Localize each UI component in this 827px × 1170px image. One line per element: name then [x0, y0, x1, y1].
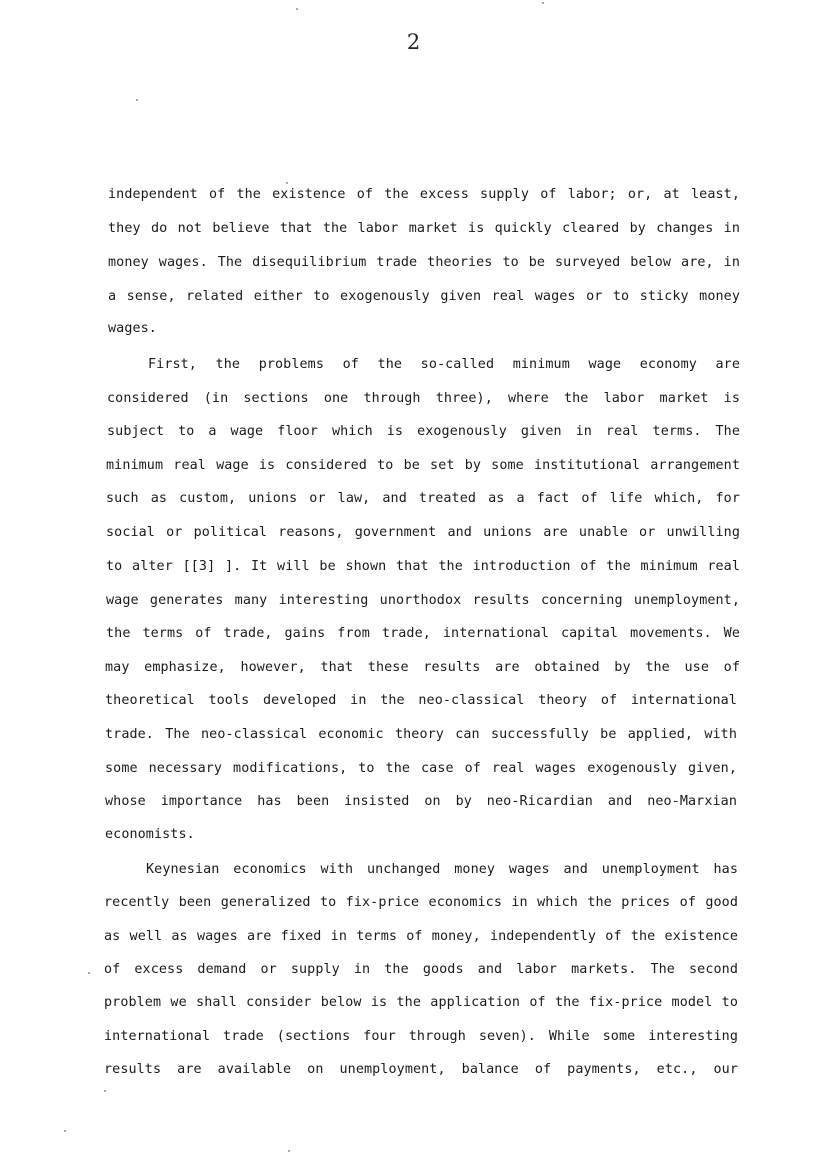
scan-speck: [542, 2, 544, 4]
text-line: considered (in sections one through three), where the labor market is: [107, 391, 740, 406]
text-line: independent of the existence of the excess supply of labor; or, at least,: [108, 187, 740, 202]
text-line: such as custom, unions or law, and treated as a fact of life which, for: [106, 491, 740, 506]
text-line: to alter [[3] ]. It will be shown that the introduction of the minimum real: [106, 559, 740, 574]
text-line: recently been generalized to fix-price economics in which the prices of good: [104, 895, 738, 910]
scan-speck: [88, 972, 90, 974]
text-line: the terms of trade, gains from trade, international capital movements. We: [106, 626, 740, 641]
text-line: Keynesian economics with unchanged money wages and unemployment has: [146, 862, 738, 877]
text-line: theoretical tools developed in the neo-classical theory of international: [105, 693, 737, 708]
text-line: whose importance has been insisted on by neo-Ricardian and neo-Marxian: [105, 794, 737, 809]
scan-speck: [288, 1150, 290, 1152]
page-number: 2: [406, 30, 421, 54]
text-line: some necessary modifications, to the case of real wages exogenously given,: [105, 761, 737, 776]
text-line: may emphasize, however, that these results are obtained by the use of: [105, 660, 740, 675]
text-line: results are available on unemployment, balance of payments, etc., our: [104, 1062, 738, 1077]
text-line: economists.: [105, 827, 195, 842]
text-line: trade. The neo-classical economic theory can successfully be applied, with: [105, 727, 737, 742]
text-line: problem we shall consider below is the application of the fix-price model to: [104, 995, 738, 1010]
text-line: money wages. The disequilibrium trade theories to be surveyed below are, in: [108, 255, 740, 270]
text-line: international trade (sections four through seven). While some interesting: [104, 1029, 738, 1044]
scan-speck: [296, 8, 298, 10]
text-line: First, the problems of the so-called minimum wage economy are: [148, 357, 740, 372]
text-line: they do not believe that the labor market is quickly cleared by changes in: [108, 221, 740, 236]
scan-speck: [136, 99, 138, 101]
text-line: a sense, related either to exogenously given real wages or to sticky money: [108, 289, 740, 304]
text-line: subject to a wage floor which is exogenously given in real terms. The: [107, 424, 740, 439]
text-line: social or political reasons, government and unions are unable or unwilling: [106, 525, 740, 540]
scan-speck: [64, 1130, 66, 1132]
scan-speck: [104, 1090, 106, 1092]
text-line: as well as wages are fixed in terms of money, independently of the existence: [104, 929, 738, 944]
text-line: of excess demand or supply in the goods and labor markets. The second: [104, 962, 738, 977]
scan-speck: [286, 182, 288, 184]
text-line: wage generates many interesting unorthodox results concerning unemployment,: [106, 593, 740, 608]
text-line: minimum real wage is considered to be set by some institutional arrangement: [106, 458, 740, 473]
text-line: wages.: [108, 321, 157, 336]
